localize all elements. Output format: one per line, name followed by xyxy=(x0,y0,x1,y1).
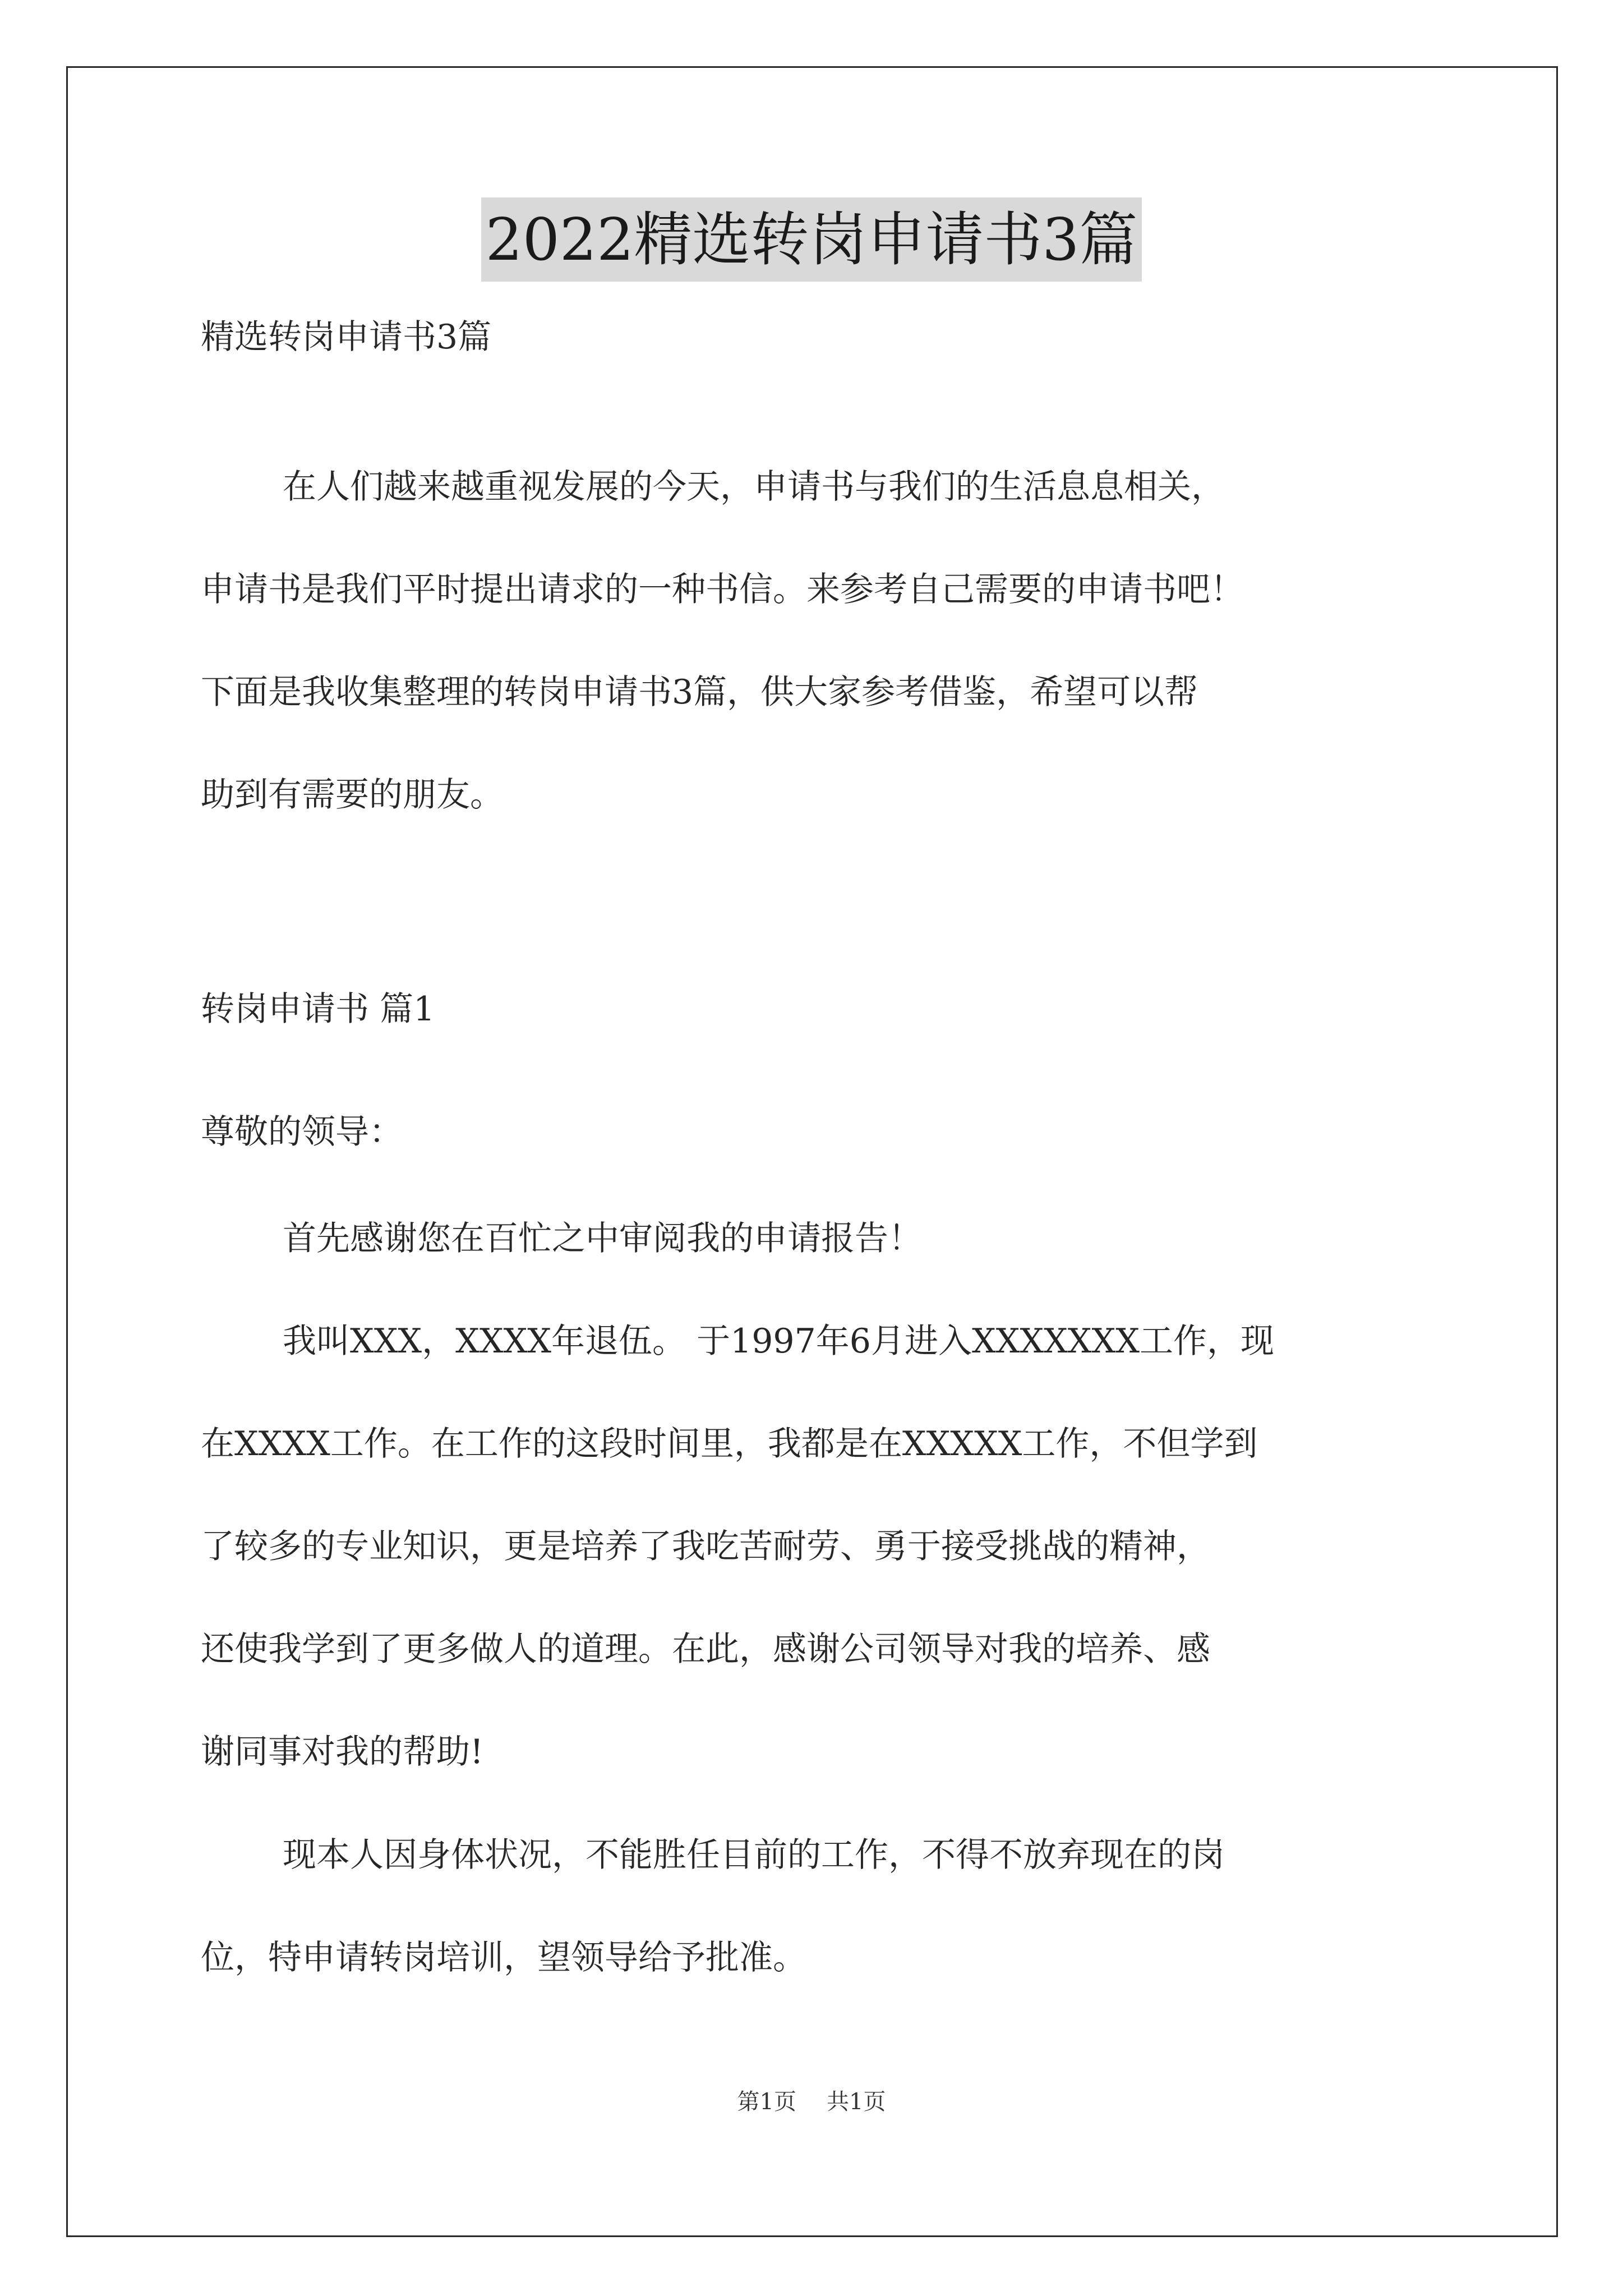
subtitle-line: 精选转岗申请书3篇 xyxy=(201,318,492,357)
paragraph-line: 位，特申请转岗培训，望领导给予批准。 xyxy=(201,1938,806,1977)
document-title-text: 2022精选转岗申请书3篇 xyxy=(481,197,1142,282)
paragraph-line: 还使我学到了更多做人的道理。在此，感谢公司领导对我的培养、感 xyxy=(201,1630,1210,1669)
paragraph-line: 首先感谢您在百忙之中审阅我的申请报告！ xyxy=(283,1219,922,1258)
paragraph-line: 谢同事对我的帮助! xyxy=(201,1732,484,1772)
paragraph-line: 了较多的专业知识，更是培养了我吃苦耐劳、勇于接受挑战的精神， xyxy=(201,1527,1210,1566)
page-footer xyxy=(0,2084,1623,2116)
paragraph-line: 下面是我收集整理的转岗申请书3篇，供大家参考借鉴，希望可以帮 xyxy=(201,673,1198,712)
paragraph-line: 申请书是我们平时提出请求的一种书信。来参考自己需要的申请书吧！ xyxy=(201,570,1244,609)
paragraph-line: 在人们越来越重视发展的今天，申请书与我们的生活息息相关， xyxy=(283,467,1225,507)
paragraph-line: 助到有需要的朋友。 xyxy=(201,775,504,815)
document-title xyxy=(0,197,1623,282)
paragraph-line: 我叫XXX，XXXX年退伍。 于1997年6月进入XXXXXXX工作，现 xyxy=(283,1322,1274,1361)
section-heading: 转岗申请书 篇1 xyxy=(201,990,435,1029)
page-total: 共1页 xyxy=(827,2089,886,2115)
paragraph-line: 现本人因身体状况，不能胜任目前的工作，不得不放弃现在的岗 xyxy=(283,1835,1225,1875)
salutation: 尊敬的领导： xyxy=(201,1112,403,1152)
page-number: 第1页 xyxy=(737,2089,796,2115)
paragraph-line: 在XXXX工作。在工作的这段时间里，我都是在XXXXX工作，不但学到 xyxy=(201,1424,1258,1464)
